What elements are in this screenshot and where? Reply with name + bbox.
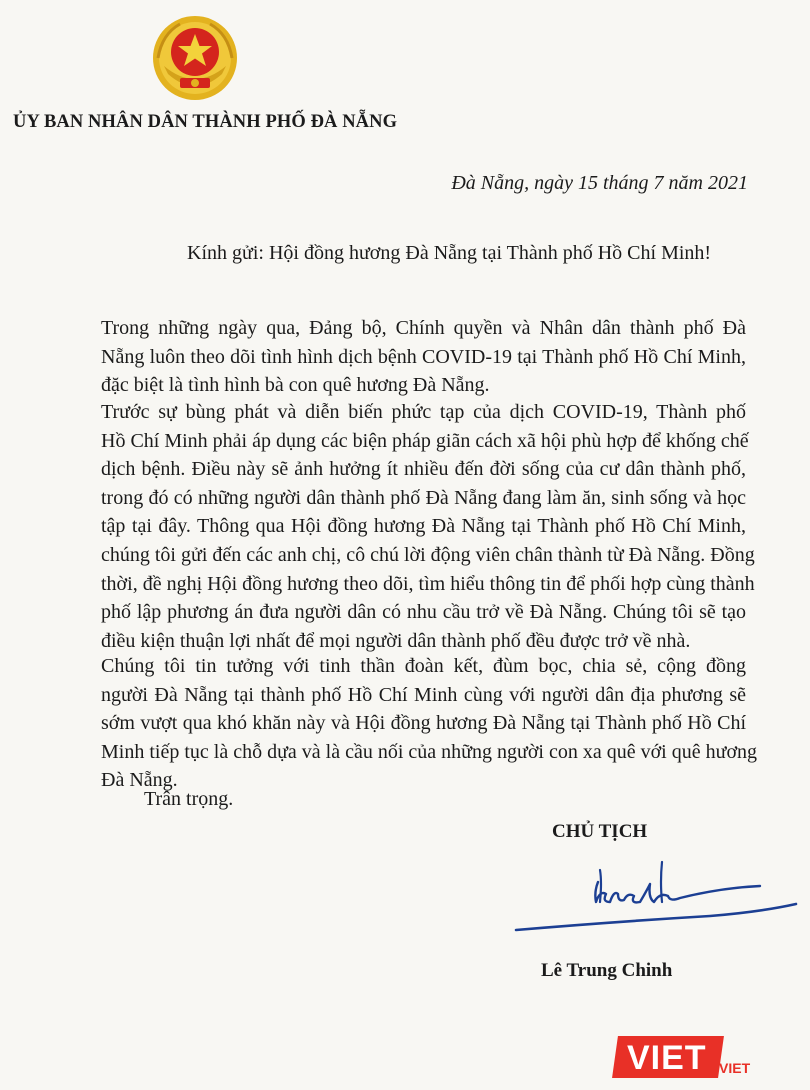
vietnews-watermark (615, 1030, 765, 1086)
paragraph-line: tập tại đây. Thông qua Hội đồng hương Đà Nẵng tại Thành phố Hồ Chí Minh, (101, 515, 746, 538)
paragraph-line: Minh tiếp tục là chỗ dựa và là cầu nối của những người con xa quê với quê hương (101, 740, 758, 763)
paragraph-line: thời, đề nghị Hội đồng hương theo dõi, tìm hiểu thông tin để phối hợp cùng thành (101, 572, 755, 595)
paragraph-line: chúng tôi gửi đến các anh chị, cô chú lời động viên chân thành từ Đà Nẵng. Đồng (101, 543, 755, 566)
paragraph-line: Trong những ngày qua, Đảng bộ, Chính quyền và Nhân dân thành phố Đà (101, 317, 746, 339)
paragraph-1 (101, 314, 746, 400)
signer-name: Lê Trung Chinh (541, 960, 673, 981)
handwritten-signature (510, 842, 800, 934)
paragraph-line: trong đó có những người dân thành phố Đà Nẵng đang làm ăn, sinh sống và học (101, 486, 746, 509)
greeting-line: Kính gửi: Hội đồng hương Đà Nẵng tại Thành phố Hồ Chí Minh! (187, 242, 712, 264)
signer-title: CHỦ TỊCH (552, 821, 648, 842)
paragraph-line: người Đà Nẵng tại thành phố Hồ Chí Minh cùng với người dân địa phương sẽ (101, 683, 746, 706)
paragraph-2 (101, 398, 755, 655)
paragraph-line: sớm vượt qua khó khăn này và Hội đồng hương Đà Nẵng tại Thành phố Hồ Chí (101, 712, 746, 735)
paragraph-line: Hồ Chí Minh phải áp dụng các biện pháp giãn cách xã hội phù hợp để khống chế (101, 429, 749, 452)
paragraph-line: Đà Nẵng. (101, 769, 178, 792)
paragraph-line: điều kiện thuận lợi nhất để mọi người dân thành phố đều được trở về nhà. (101, 629, 691, 652)
issuing-organization: ỦY BAN NHÂN DÂN THÀNH PHỐ ĐÀ NẴNG (13, 112, 398, 132)
paragraph-3 (101, 652, 758, 795)
closing-line: Trân trọng. (144, 788, 234, 810)
paragraph-line: Trước sự bùng phát và diễn biến phức tạp của dịch COVID-19, Thành phố (101, 401, 746, 423)
watermark-small-text: VIET (719, 1060, 751, 1076)
paragraph-line: Nẵng luôn theo dõi tình hình dịch bệnh COVID-19 tại Thành phố Hồ Chí Minh, (101, 345, 746, 368)
watermark-text: VIET (627, 1039, 707, 1077)
paragraph-line: dịch bệnh. Điều này sẽ ảnh hưởng ít nhiều đến đời sống của cư dân thành phố, (101, 458, 746, 481)
paragraph-line: phố lập phương án đưa người dân có nhu cầu trở về Đà Nẵng. Chúng tôi sẽ tạo (101, 601, 746, 624)
letter-date: Đà Nẵng, ngày 15 tháng 7 năm 2021 (451, 172, 748, 194)
national-emblem-icon (150, 14, 240, 102)
paragraph-line: đặc biệt là tình hình bà con quê hương Đà Nẵng. (101, 374, 490, 397)
paragraph-line: Chúng tôi tin tưởng với tinh thần đoàn kết, đùm bọc, chia sẻ, cộng đồng (101, 655, 746, 677)
